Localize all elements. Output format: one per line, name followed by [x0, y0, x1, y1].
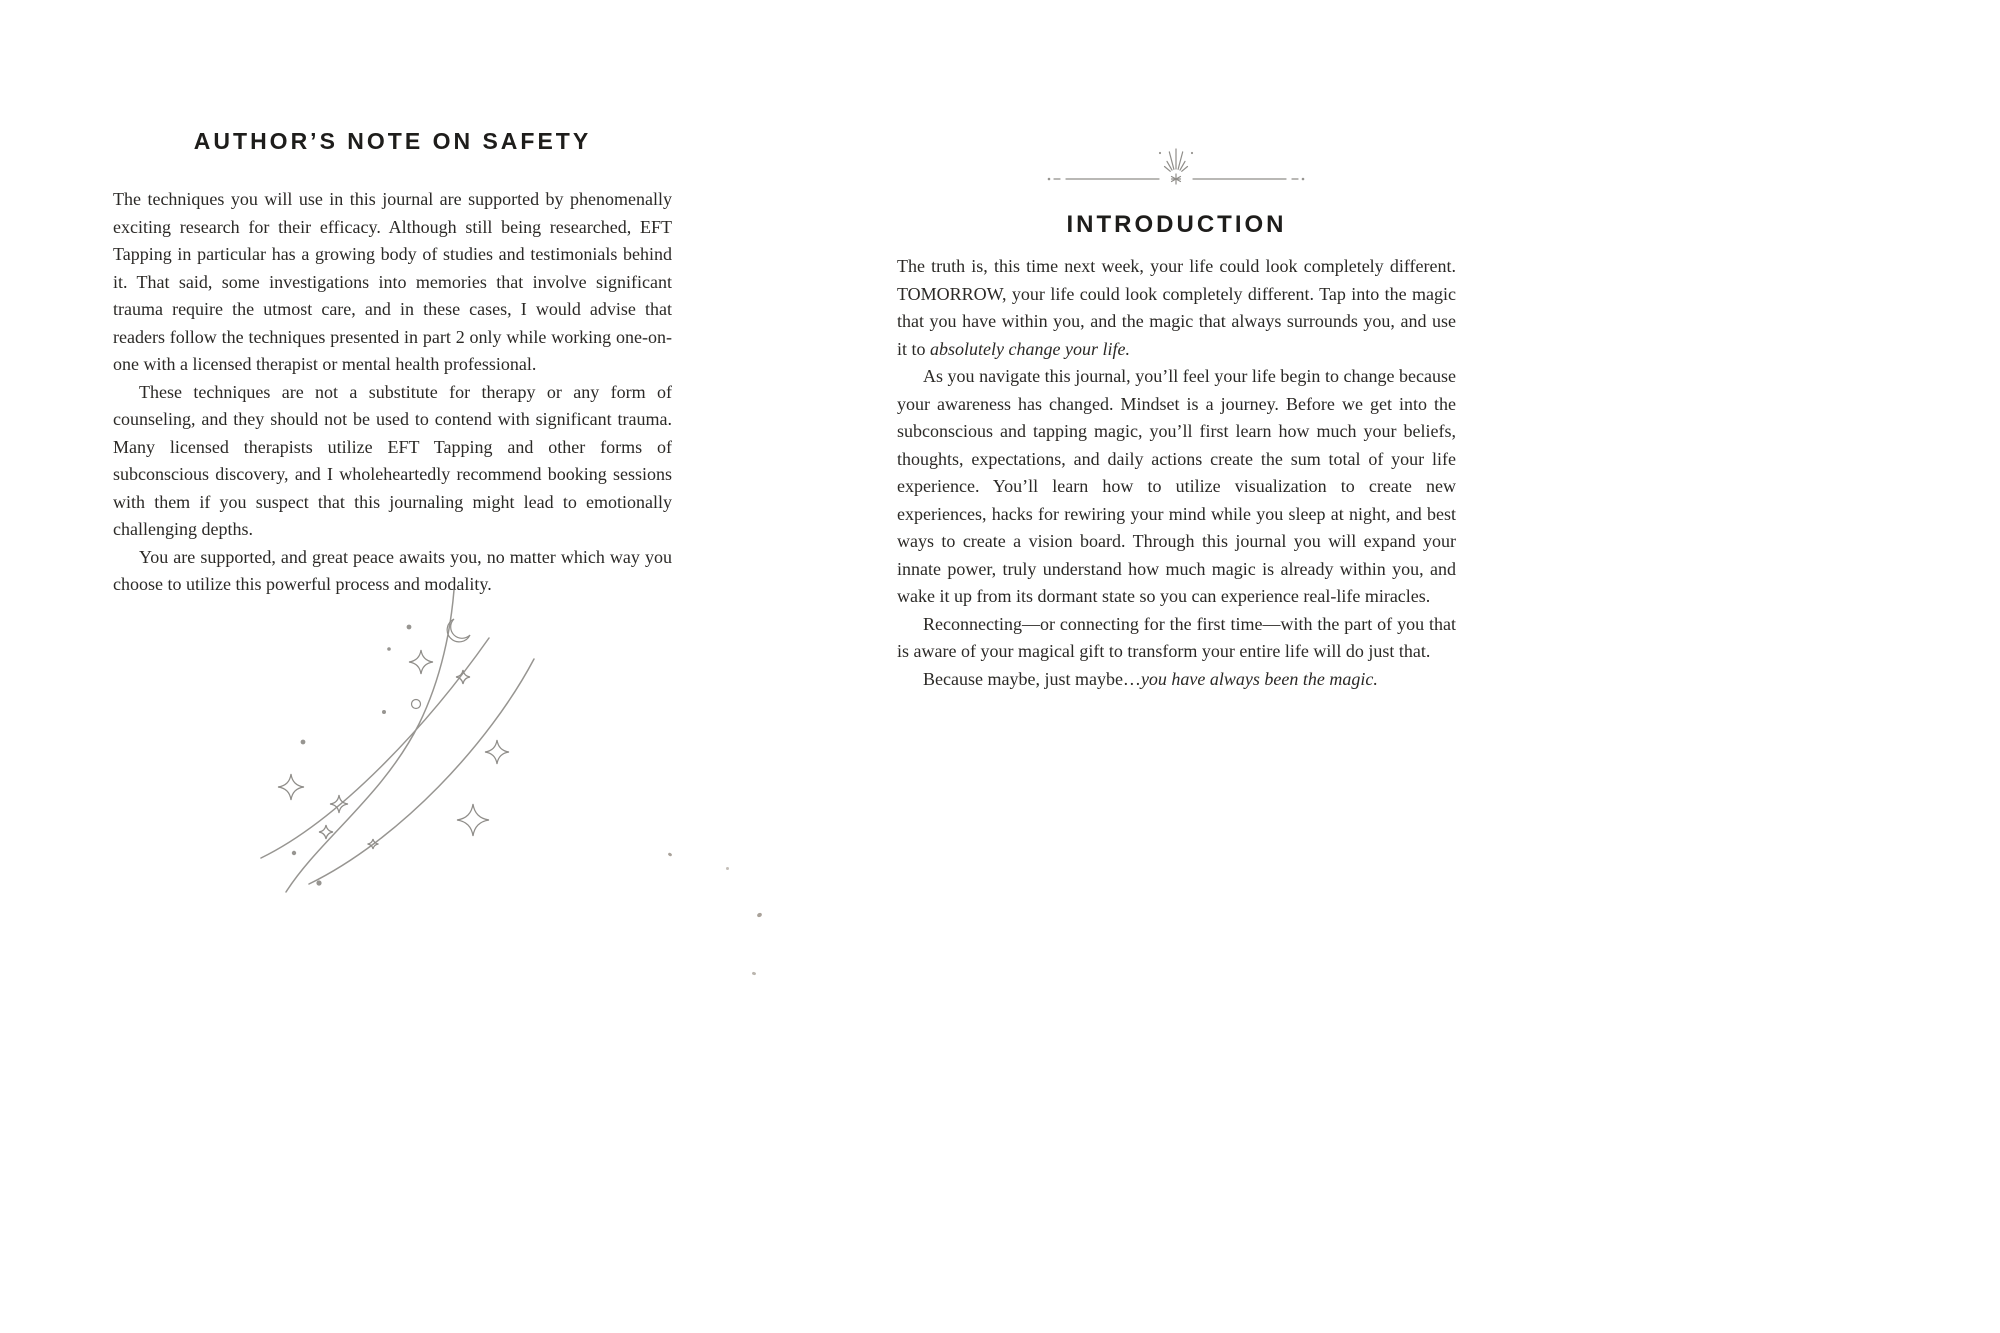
paragraph: These techniques are not a substitute for therapy or any form of counseling, and they should not be used to contend with significant trauma. Many licensed therapists utilize EFT Tapping and other forms of subconscious discovery, and I wholeheartedly recommend booking sessions with them if you suspect that this journaling might lead to emotionally challenging depths.	[113, 381, 672, 539]
paragraph: As you navigate this journal, you’ll feel your life begin to change because your awareness has changed. Mindset is a journey. Before we get into the subconscious and tapping magic, you’ll first learn how much your beliefs, thoughts, expectations, and daily actions create the sum total of your life experience. You’ll learn how to utilize visualization to create new experiences, hacks for rewiring your mind while you sleep at night, and best ways to create a vision board. Through this journal you will expand your innate power, truly understand how much magic is already within you, and wake it up from its dormant state so you can experience real-life miracles.	[897, 366, 1456, 606]
paragraph	[897, 666, 1456, 694]
paragraph: The techniques you will use in this journal are supported by phenomenally exciting research for their efficacy. Although still being researched, EFT Tapping in particular has a growing body of studies and testimonials behind it. That said, some investigations into memories that involve significant trauma require the utmost care, and in these cases, I would advise that readers follow the techniques presented in part 2 only while working one-on-one with a licensed therapist or mental health professional.	[113, 189, 672, 374]
sunburst-divider-icon	[1046, 141, 1306, 187]
sunburst-divider	[1046, 141, 1306, 187]
paragraph	[897, 253, 1456, 363]
speck	[752, 971, 757, 975]
paragraph-text: Because maybe, just maybe…	[923, 668, 1141, 689]
right-page-body	[897, 253, 1456, 693]
constellation-illustration	[251, 582, 551, 904]
right-page-title: INTRODUCTION	[1066, 211, 1287, 238]
italic-phrase: you have always been the magic.	[1140, 668, 1378, 689]
left-page-title: AUTHOR’S NOTE ON SAFETY	[193, 128, 592, 154]
right-page	[897, 0, 1456, 1333]
speck	[756, 912, 762, 918]
speck	[726, 867, 729, 870]
italic-phrase: absolutely change your life.	[930, 338, 1130, 359]
left-page	[113, 0, 672, 1333]
shooting-star-illustration-icon	[251, 582, 551, 904]
paragraph: Reconnecting—or connecting for the first time—with the part of you that is aware of your magical gift to transform your entire life will do just that.	[897, 613, 1456, 661]
paragraph-text: The truth is, this time next week, your life could look completely different. TOMORROW, your life could look completely different. Tap into the magic that you have within you, and the magic that always surrounds you, and use it to	[897, 256, 1456, 359]
left-page-body	[113, 186, 672, 599]
paragraph: You are supported, and great peace awaits you, no matter which way you choose to utilize this powerful process and modality.	[113, 546, 672, 594]
